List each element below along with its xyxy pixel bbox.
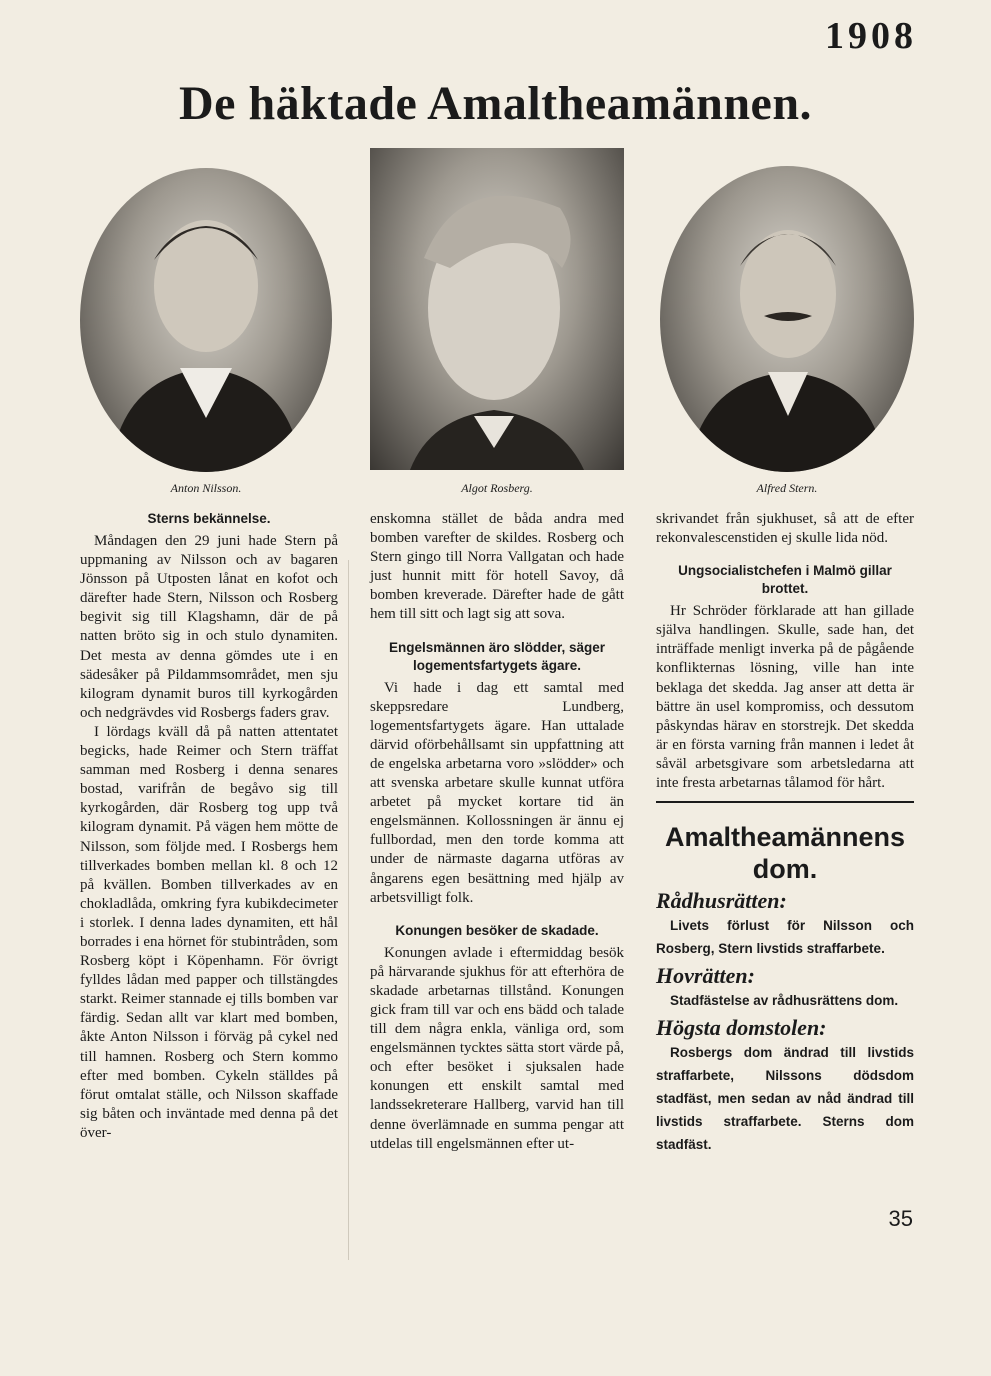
page-number: 35	[888, 1206, 913, 1231]
caption-anton-nilsson: Anton Nilsson.	[170, 481, 242, 495]
court-radhusratten: Rådhusrätten:	[656, 888, 787, 914]
column-1	[80, 510, 338, 1143]
portrait-algot-rosberg	[370, 148, 624, 470]
verdict-radhusratten: Livets förlust för Nilsson och Rosberg, Stern livstids straffarbete.	[656, 918, 914, 957]
column-divider	[348, 560, 349, 1260]
heading-sterns-bekannelse: Sterns bekännelse.	[147, 511, 271, 526]
court-hogsta-domstolen: Högsta domstolen:	[656, 1015, 827, 1041]
heading-ungsocialistchefen: Ungsocialistchefen i Malmö gillar brottet.	[678, 563, 892, 597]
paragraph: Måndagen den 29 juni hade Stern på uppmaning av Nilsson och av bagaren Jönsson på Utposten lånat en kofot och därefter hade Stern, Nilsson och Rosberg begivit sig till Klagshamn, där de på natten bröto sig in och stulo dynamiten. Det mesta av denna gömdes ute i en sädesåker på Pildammsområdet, men sju kilogram dynamit buros till kyrkogården och nedgrävdes vid Rosbergs faders grav.	[80, 533, 338, 721]
column-2	[370, 510, 624, 1154]
paragraph: enskomna stället de båda andra med bomben varefter de skildes. Rosberg och Stern gingo till Norra Vallgatan och hade just hunnit mitt för hotell Savoy, då bomben kreverade. Därefter hade de gått hem till sitt och lagt sig att sova.	[370, 511, 624, 623]
heading-engelsmannen: Engelsmännen äro slödder, säger logementsfartygets ägare.	[388, 639, 606, 673]
paragraph: I lördags kväll då på natten attentatet begicks, hade Reimer och Stern träffat samman med Rosberg i denna senares bostad, varifrån de begåvo sig till kyrkogården, där Rosberg tog upp två kilogram dynamit. På vägen hem mötte de Nilsson, som följde med. I Rosbergs hem tillverkades bomben mellan kl. 8 och 12 på kvällen. Bomben tillverkades av en chokladlåda, omkring fyra kubikdecimeter i storlek. I denna lades dynamiten, ett hål borrades i ena hörnet för stubintråden, som Rosberg köpt i Köpenhamn. För övrigt fylldes lådan med papper och tillstängdes starkt. Reimer stannade ej tills bomben var färdig. Sedan allt var klart med bomben, åkte Anton Nilsson i förväg på cykel ned till hamnen. Rosberg och Stern kommo efter med bomben. Cykeln ställdes på förut omtalat ställe, och Nilsson skaffade sig båten och inväntade med denna på det över-	[80, 723, 338, 1141]
heading-amaltheamannens-dom: Amaltheamännens dom.	[664, 822, 906, 885]
court-hovratten: Hovrätten:	[656, 963, 755, 989]
caption-algot-rosberg: Algot Rosberg.	[461, 481, 533, 495]
verdict-hogsta-domstolen: Rosbergs dom ändrad till livstids straffarbete, Nilssons dödsdom stadfäst, men sedan av nåd ändrad till livstids straffarbete. Sterns dom stadfäst.	[656, 1045, 914, 1153]
page-title: De häktade Amaltheamännen.	[178, 77, 813, 130]
year-label: 1908	[825, 15, 917, 57]
divider	[656, 801, 914, 803]
verdict-hovratten: Stadfästelse av rådhusrättens dom.	[670, 993, 899, 1009]
heading-konungen: Konungen besöker de skadade.	[395, 922, 599, 938]
column-3	[656, 510, 914, 1156]
portrait-anton-nilsson	[80, 168, 332, 472]
caption-alfred-stern: Alfred Stern.	[756, 481, 818, 495]
paragraph: Hr Schröder förklarade att han gillade själva handlingen. Skulle, sade han, det inträffade menligt inverka på de pågående konflikternas lösning, ville han inte beklaga det skedda. Jag anser att detta är bättre än usel kompromiss, och dessutom påskyndas härav en storstrejk. Det skedda är en första varning från mannen i ledet åt såväl arbetsgivare som arbetsledarna att inte fresta arbetarnas tålamod för hårt.	[656, 603, 914, 792]
portrait-alfred-stern	[660, 166, 914, 472]
paragraph: Konungen avlade i eftermiddag besök på härvarande sjukhus för att efterhöra de skadade arbetarnas tillstånd. Konungen gick fram till var och ens bädd och talade till dem några enkla, vänliga ord, som engelsmännen tycktes sätta stort värde på, och efter besöket i sjuksalen hade konungen ett enskilt samtal med landssekreterare Hallberg, varvid han till denne överlämnade en summa pengar att utdelas till engelsmännen efter ut-	[370, 944, 624, 1152]
paragraph: skrivandet från sjukhuset, så att de efter rekonvalescenstiden ej skulle lida nöd.	[656, 511, 914, 547]
paragraph: Vi hade i dag ett samtal med skeppsredare Lundberg, logementsfartygets ägare. Han uttalade därvid oförbehållsamt sin uppfattning att de engelska arbetarna voro »slödder» och att svenska arbetare skulle kunnat utföra arbetet på mycket kortare tid än engelsmännen. Kollossningen är ännu ej fullbordad, men den torde komma att under de närmaste dagarna utföras av ångarens egen besättning med hjälp av arbetsvilligt folk.	[370, 679, 624, 906]
